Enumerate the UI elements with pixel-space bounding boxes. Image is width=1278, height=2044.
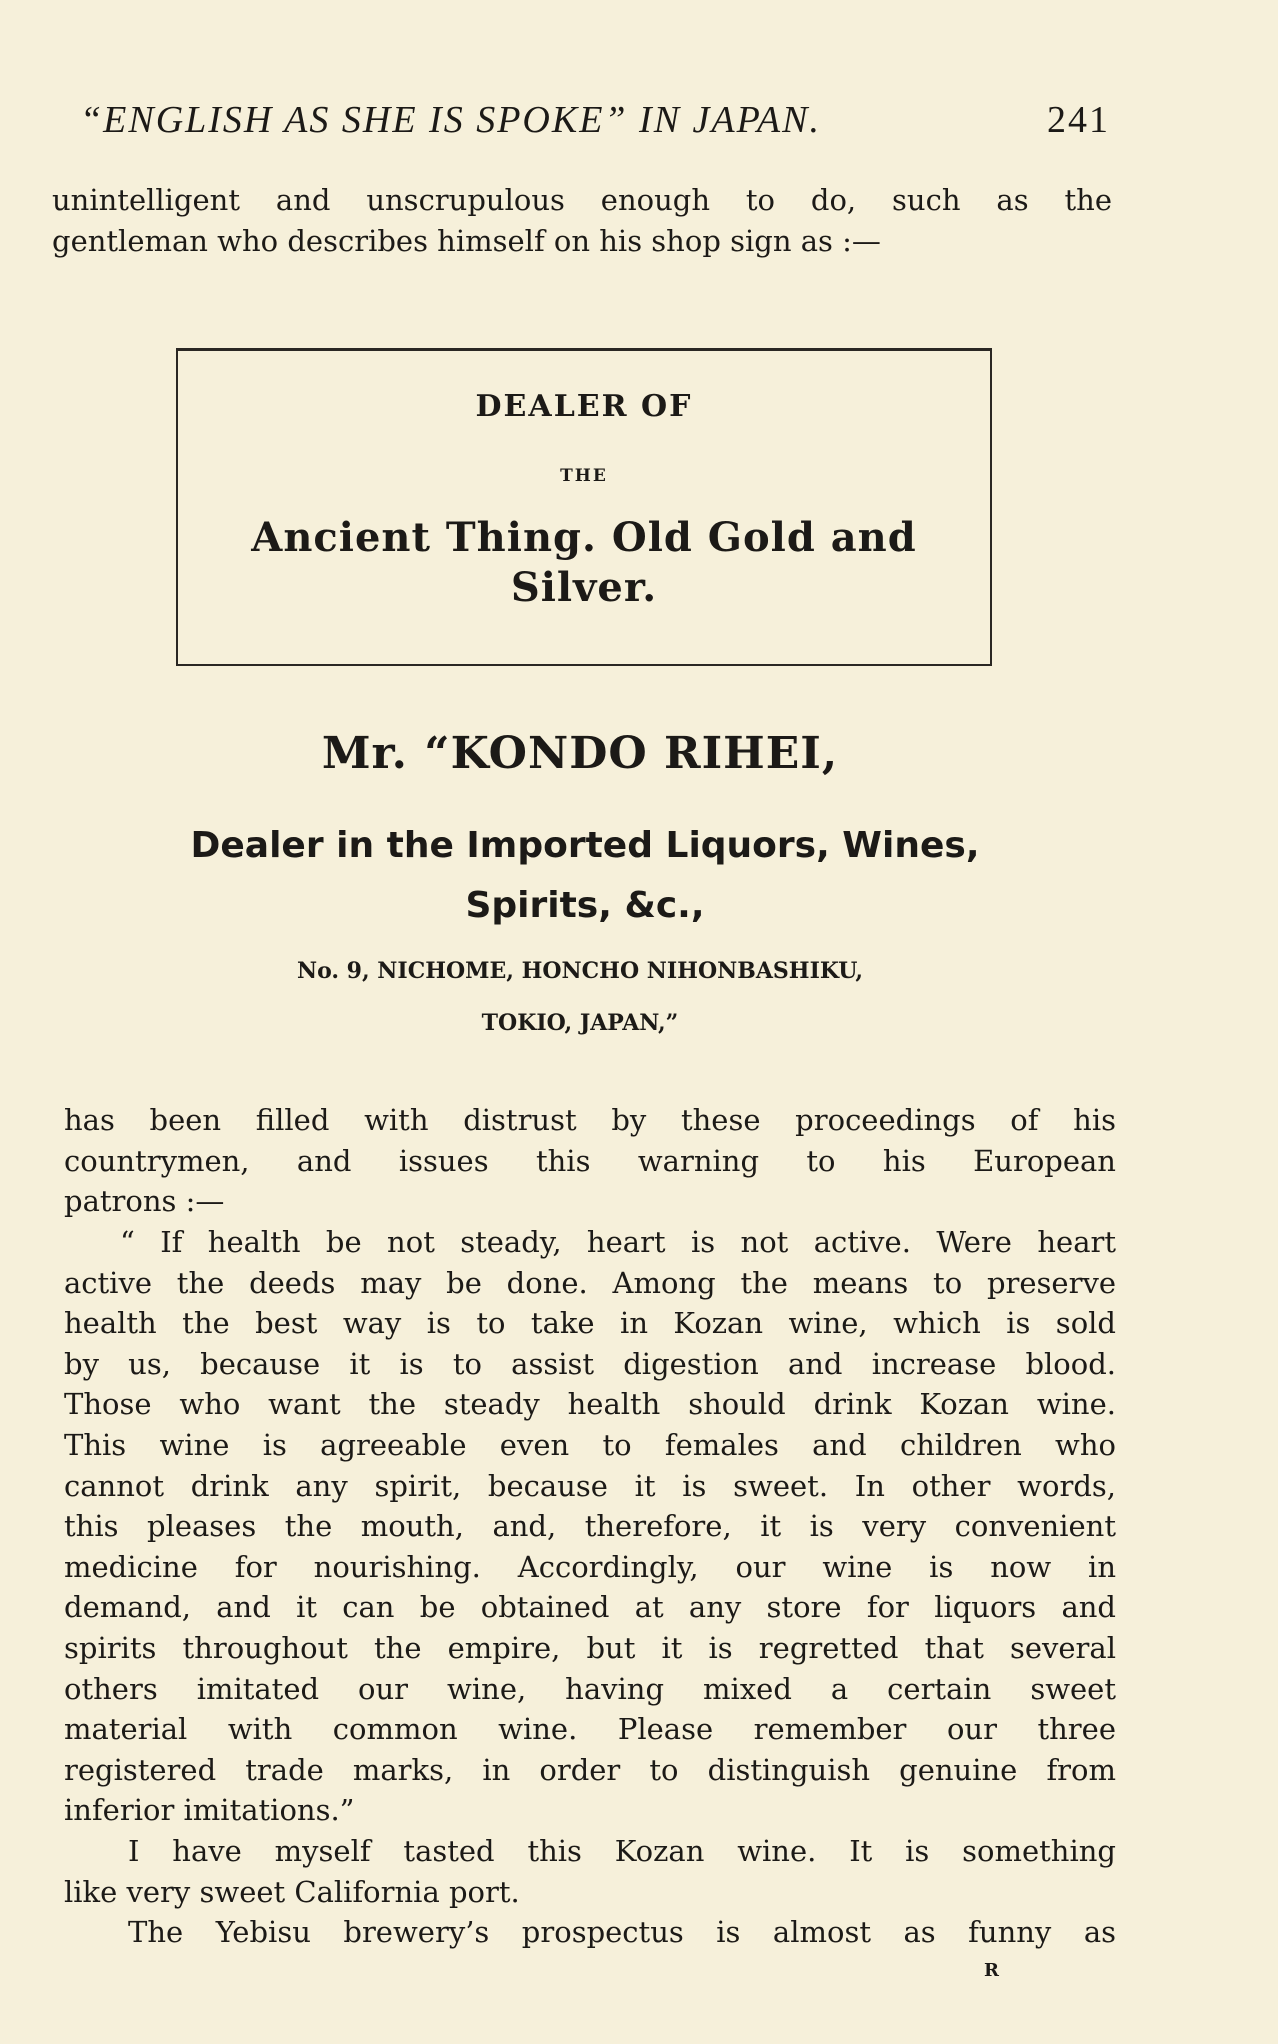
text-line: I have myself tasted this Kozan wine. It is something bbox=[128, 1834, 1116, 1868]
text-line: by us, because it is to assist digestion and increase blood. bbox=[64, 1346, 1116, 1381]
text-line: demand, and it can be obtained at any store for liquors and bbox=[64, 1590, 1116, 1625]
running-head bbox=[80, 98, 1110, 148]
text-line: Those who want the steady health should drink Kozan wine. bbox=[64, 1387, 1116, 1422]
text-line: active the deeds may be done. Among the means to preserve bbox=[64, 1265, 1116, 1300]
text-line: like very sweet California port. bbox=[64, 1874, 520, 1909]
text-line: medicine for nourishing. Accordingly, our wine is now in bbox=[64, 1549, 1116, 1584]
text-line: patrons :— bbox=[64, 1184, 225, 1219]
text-line: health the best way is to take in Kozan wine, which is sold bbox=[64, 1306, 1116, 1341]
text-line: registered trade marks, in order to distinguish genuine from bbox=[64, 1752, 1116, 1787]
sign-dealer-of: DEALER OF bbox=[475, 389, 693, 424]
text-line: countrymen, and issues this warning to his European bbox=[64, 1143, 1116, 1178]
text-line: The Yebisu brewery’s prospectus is almost as funny as bbox=[128, 1915, 1116, 1949]
shop-sign-box bbox=[176, 348, 992, 666]
text-line: spirits throughout the empire, but it is regretted that several bbox=[64, 1630, 1116, 1665]
text-line: this pleases the mouth, and, therefore, it is very convenient bbox=[64, 1509, 1116, 1544]
advert-business: Dealer in the Imported Liquors, Wines, Spirits, &c., bbox=[190, 825, 980, 926]
text-line: has been filled with distrust by these proceedings of his bbox=[64, 1103, 1116, 1137]
text-line: cannot drink any spirit, because it is sweet. In other words, bbox=[64, 1468, 1116, 1503]
intro-paragraph bbox=[52, 180, 1112, 261]
text-line: “ If health be not steady, heart is not active. Were heart bbox=[120, 1225, 1116, 1259]
text-line: unintelligent and unscrupulous enough to do, such as the bbox=[52, 183, 1112, 217]
advert-address-line1: No. 9, NICHOME, HONCHO NIHONBASHIKU, bbox=[296, 958, 864, 984]
text-line: gentleman who describes himself on his shop sign as :— bbox=[52, 223, 881, 258]
final-paragraph bbox=[64, 1912, 1116, 1953]
running-head-title: “ENGLISH AS SHE IS SPOKE” IN JAPAN. bbox=[80, 99, 821, 141]
quoted-advertisement bbox=[64, 1222, 1116, 1831]
signature-mark: R bbox=[984, 1960, 999, 1981]
sign-the: THE bbox=[560, 466, 608, 486]
advert-address-line2: TOKIO, JAPAN,” bbox=[481, 1010, 679, 1036]
advert-name: Mr. “KONDO RIHEI, bbox=[321, 728, 839, 779]
text-line: This wine is agreeable even to females and children who bbox=[64, 1427, 1116, 1462]
sign-ancient-thing: Ancient Thing. Old Gold and Silver. bbox=[251, 514, 917, 611]
tasted-paragraph bbox=[64, 1831, 1116, 1912]
text-line: material with common wine. Please remember our three bbox=[64, 1712, 1116, 1747]
body-paragraph bbox=[64, 1100, 1116, 1222]
text-line: inferior imitations.” bbox=[64, 1793, 355, 1828]
text-line: others imitated our wine, having mixed a certain sweet bbox=[64, 1671, 1116, 1706]
page-number: 241 bbox=[1047, 99, 1110, 141]
